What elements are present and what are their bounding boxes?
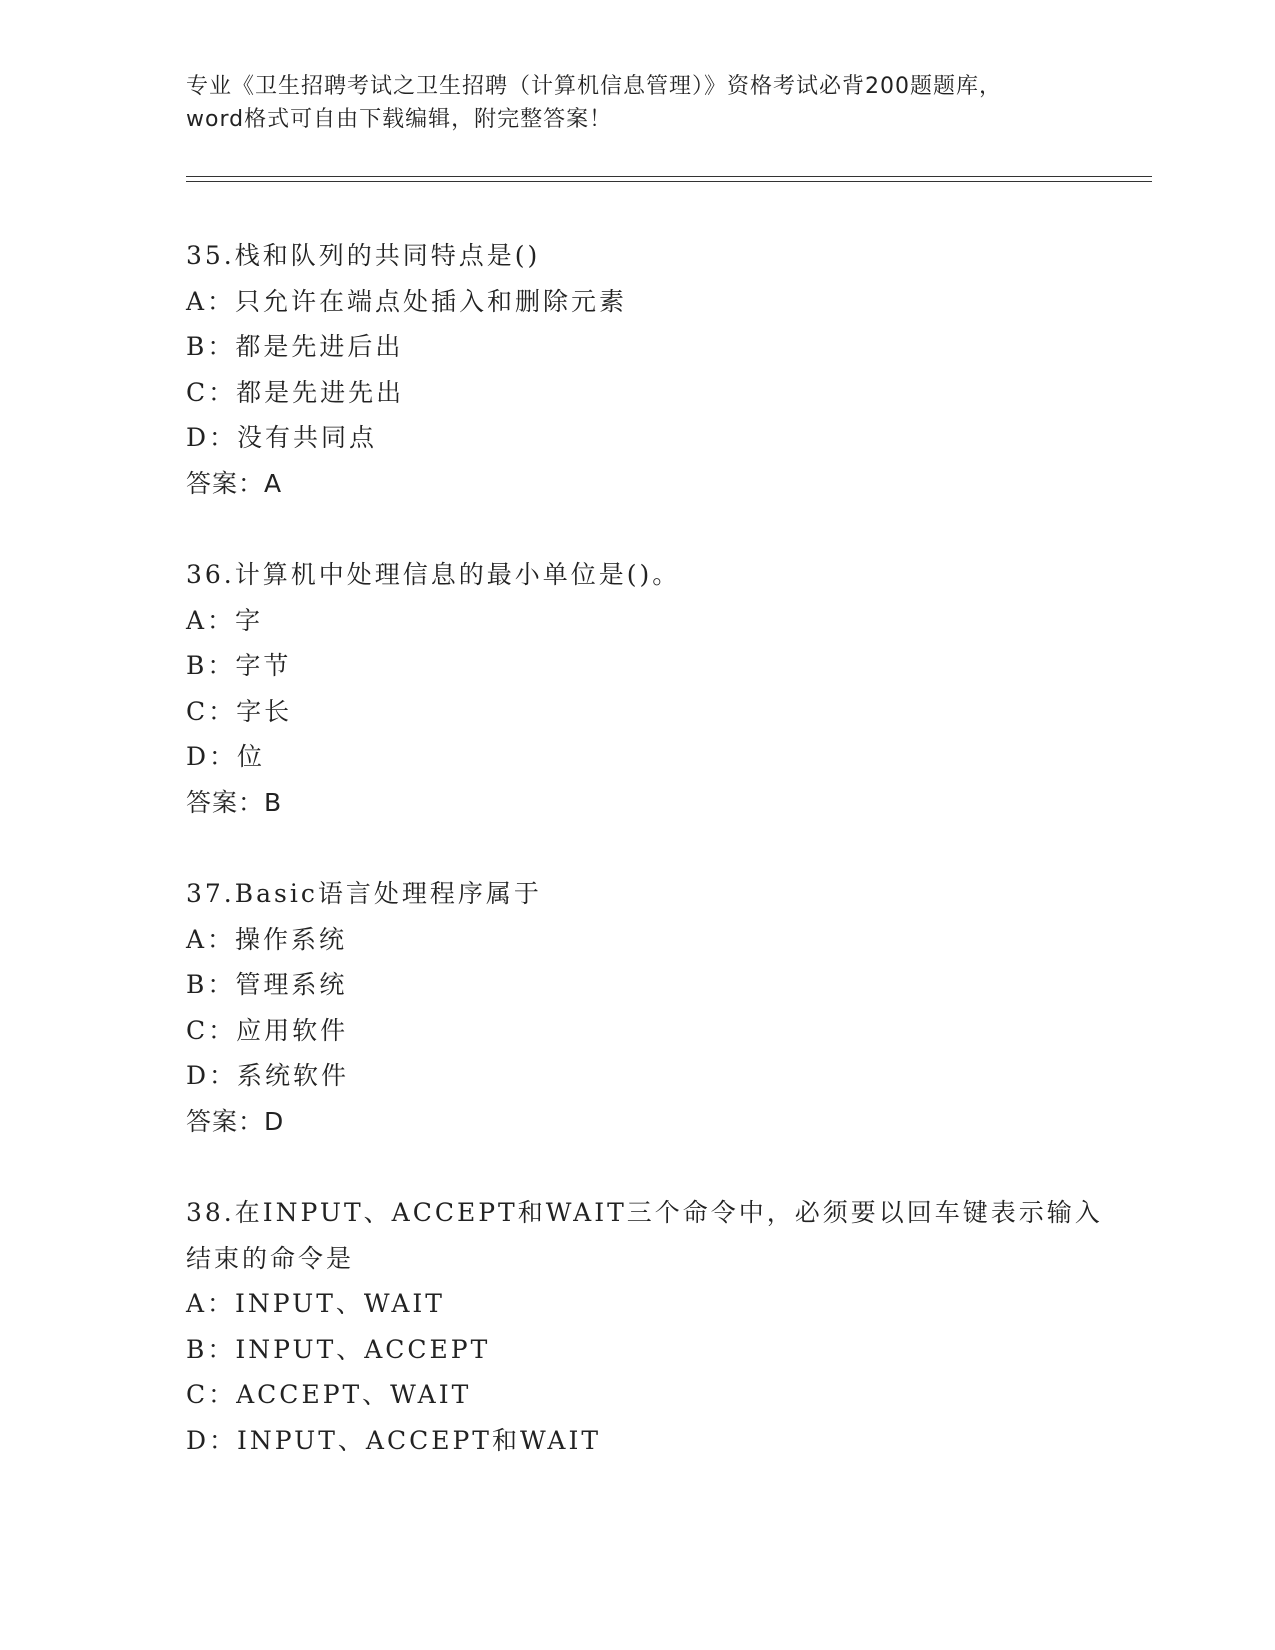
answer: 答案：D xyxy=(186,1106,285,1136)
question-stem: 36.计算机中处理信息的最小单位是()。 xyxy=(186,560,681,589)
answer: 答案：A xyxy=(186,468,283,498)
option-d: D：位 xyxy=(186,742,266,771)
question-stem: 35.栈和队列的共同特点是() xyxy=(186,241,541,270)
header-divider xyxy=(186,176,1152,182)
question-stem: 38.在INPUT、ACCEPT和WAIT三个命令中，必须要以回车键表示输入 xyxy=(186,1198,1103,1227)
header-line-1: 专业《卫生招聘考试之卫生招聘（计算机信息管理）》资格考试必背200题题库， xyxy=(186,74,1002,99)
question-35 xyxy=(186,233,1086,506)
answer: 答案：B xyxy=(186,787,283,817)
option-b: B：INPUT、ACCEPT xyxy=(186,1334,491,1364)
option-c: C：都是先进先出 xyxy=(186,377,405,407)
option-a: A：INPUT、WAIT xyxy=(186,1289,445,1318)
question-36 xyxy=(186,552,1086,825)
option-b: B：字节 xyxy=(186,651,292,680)
document-header xyxy=(186,70,1086,136)
option-a: A：只允许在端点处插入和删除元素 xyxy=(186,286,628,316)
option-b: B：管理系统 xyxy=(186,970,348,999)
option-d: D：没有共同点 xyxy=(186,423,378,452)
option-d: D：INPUT、ACCEPT和WAIT xyxy=(186,1425,602,1455)
option-d: D：系统软件 xyxy=(186,1061,350,1090)
option-c: C：字长 xyxy=(186,696,293,726)
question-37 xyxy=(186,871,1086,1144)
question-stem-continued: 结束的命令是 xyxy=(186,1243,355,1273)
header-line-2: word格式可自由下载编辑，附完整答案！ xyxy=(186,107,613,132)
question-38 xyxy=(186,1190,1103,1463)
option-c: C：ACCEPT、WAIT xyxy=(186,1380,472,1409)
question-stem: 37.Basic语言处理程序属于 xyxy=(186,879,542,908)
option-a: A：字 xyxy=(186,605,264,635)
option-b: B：都是先进后出 xyxy=(186,332,404,361)
option-a: A：操作系统 xyxy=(186,924,348,954)
option-c: C：应用软件 xyxy=(186,1015,349,1045)
